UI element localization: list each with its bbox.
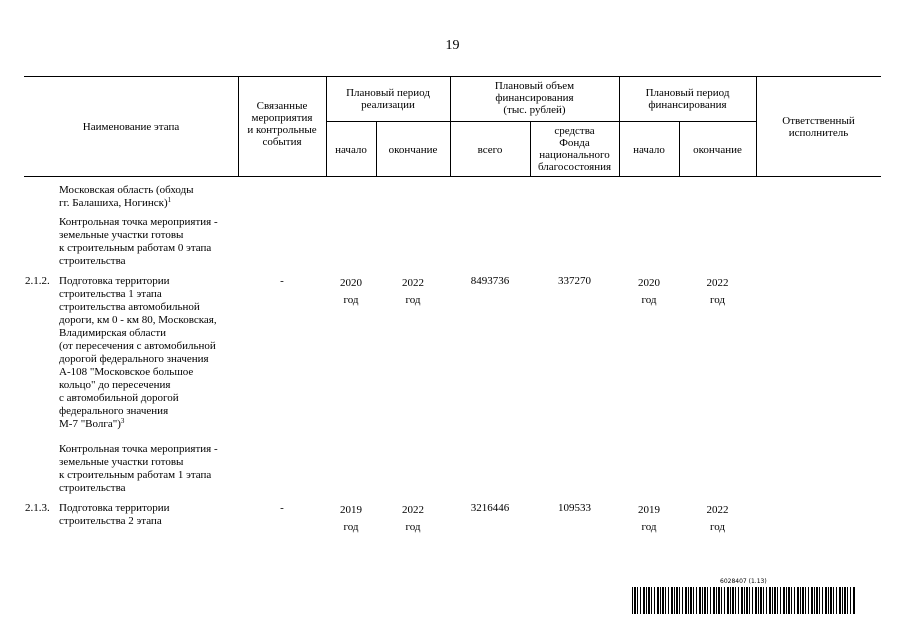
header-responsible: Ответственный исполнитель — [782, 115, 855, 139]
total-value: 3216446 — [470, 502, 510, 514]
header-end: окончание — [388, 144, 438, 156]
header-fund: средства Фонда национального благосостояния — [537, 125, 612, 173]
fund-value: 109533 — [558, 502, 591, 514]
subheader-rule-3 — [619, 121, 756, 122]
end-year: 2022 год — [402, 277, 424, 306]
table-top-rule — [24, 76, 881, 77]
table-row-number: 2.1.2. — [25, 275, 50, 287]
fund-value: 337270 — [558, 275, 591, 287]
table-row-name: Подготовка территории строительства 1 этапа строительства автомобильной дороги, км 0 - км 80, Московская, Владимирская области (от пересечения с автомобильной дорогой федерального значения А-108 "Московское большое кольцо" до пересечения с автомобильной дорогой федерального значения М-7 "Волга")$^3$ — [59, 275, 217, 430]
header-fin-end: окончание — [693, 144, 742, 156]
barcode-image — [632, 587, 856, 614]
subheader-rule-1 — [326, 121, 450, 122]
total-value: 8493736 — [470, 275, 510, 287]
table-row-name: Московская область (обходы гг. Балашиха, Ногинск)$^1$ — [59, 184, 194, 209]
table-row-name: Контрольная точка мероприятия - земельные участки готовы к строительным работам 1 этапа строительства — [59, 443, 218, 494]
header-related-events: Связанные мероприятия и контрольные события — [247, 100, 317, 148]
fin-start-year: 2020 год — [638, 277, 660, 306]
end-year: 2022 год — [402, 504, 424, 533]
fin-end-year: 2022 год — [706, 277, 729, 306]
header-stage-name: Наименование этапа — [82, 121, 180, 133]
header-fin-start: начало — [633, 144, 665, 156]
fin-end-year: 2022 год — [706, 504, 729, 533]
related-value: - — [280, 502, 284, 514]
header-total: всего — [477, 144, 503, 156]
table-row-number: 2.1.3. — [25, 502, 50, 514]
header-start: начало — [335, 144, 367, 156]
subheader-rule-2 — [450, 121, 619, 122]
fin-start-year: 2019 год — [638, 504, 660, 533]
related-value: - — [280, 275, 284, 287]
header-plan-volume: Плановый объем финансирования (тыс. рублей) — [494, 80, 575, 116]
header-plan-period: Плановый период реализации — [346, 87, 430, 111]
table-row-name: Контрольная точка мероприятия - земельные участки готовы к строительным работам 0 этапа строительства — [59, 216, 218, 267]
barcode-number: 6028407 (1.13) — [720, 578, 767, 585]
header-fin-period: Плановый период финансирования — [645, 87, 730, 111]
header-bottom-rule — [24, 176, 881, 177]
start-year: 2019 год — [340, 504, 362, 533]
page-number: 19 — [445, 38, 460, 53]
start-year: 2020 год — [340, 277, 362, 306]
table-row-name: Подготовка территории строительства 2 этапа — [59, 502, 170, 527]
